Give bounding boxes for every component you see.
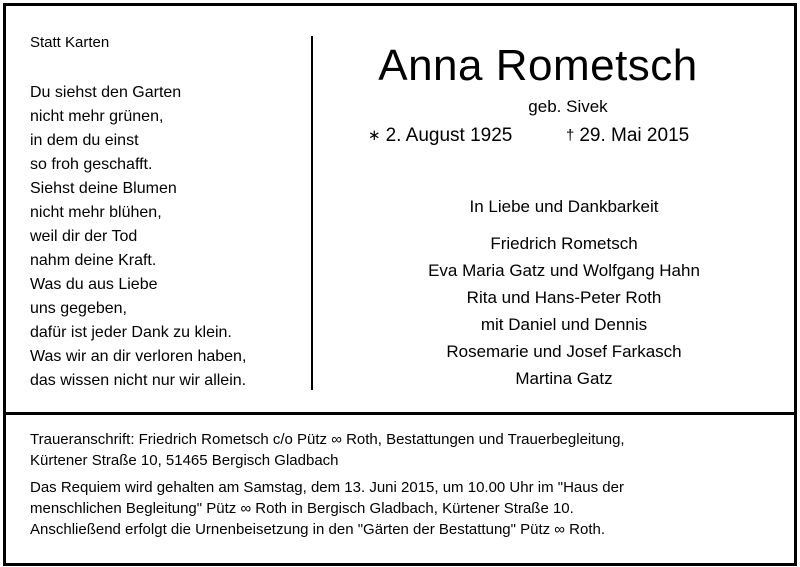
death-date-group <box>566 122 689 151</box>
poem-line: so froh geschafft. <box>30 156 153 173</box>
footer-section <box>30 429 770 540</box>
mourning-address <box>30 429 770 471</box>
deceased-section <box>318 40 758 392</box>
life-dates <box>318 122 758 150</box>
requiem-line: Das Requiem wird gehalten am Samstag, dem 13. Juni 2015, um 10.00 Uhr im "Haus der <box>30 479 624 496</box>
horizontal-divider <box>6 412 794 415</box>
birth-name: geb. Sivek <box>528 97 608 116</box>
death-cross-icon: † <box>566 127 575 144</box>
poem-line: das wissen nicht nur wir allein. <box>30 372 247 389</box>
poem-line: Du siehst den Garten <box>30 84 182 101</box>
mourner-name: Martina Gatz <box>515 369 613 388</box>
address-line: Kürtener Straße 10, 51465 Bergisch Gladbach <box>30 452 339 469</box>
birth-date-group <box>368 122 512 151</box>
poem-line: nahm deine Kraft. <box>30 252 157 269</box>
deceased-name: Anna Rometsch <box>378 41 698 90</box>
mourner-name: Friedrich Rometsch <box>490 234 638 253</box>
poem-verse <box>30 81 300 393</box>
vertical-divider <box>311 36 313 390</box>
birth-star-icon: ∗ <box>368 127 381 144</box>
poem-line: in dem du einst <box>30 132 139 149</box>
requiem-info <box>30 477 770 540</box>
mourners-intro: In Liebe und Dankbarkeit <box>469 197 659 216</box>
requiem-line: menschlichen Begleitung" Pütz ∞ Roth in Bergisch Gladbach, Kürtener Straße 10. <box>30 500 574 517</box>
requiem-line: Anschließend erfolgt die Urnenbeisetzung in den "Gärten der Bestattung" Pütz ∞ Roth. <box>30 521 606 538</box>
poem-line: weil dir der Tod <box>30 228 138 245</box>
mourner-name: Rita und Hans-Peter Roth <box>466 288 662 307</box>
statt-karten-label: Statt Karten <box>30 34 110 51</box>
poem-line: uns gegeben, <box>30 300 127 317</box>
poem-line: nicht mehr blühen, <box>30 204 162 221</box>
poem-line: dafür ist jeder Dank zu klein. <box>30 324 232 341</box>
poem-line: Was du aus Liebe <box>30 276 158 293</box>
mourner-name: Eva Maria Gatz und Wolfgang Hahn <box>428 261 700 280</box>
poem-line: Was wir an dir verloren haben, <box>30 348 247 365</box>
mourner-name: mit Daniel und Dennis <box>480 315 648 334</box>
poem-line: Siehst deine Blumen <box>30 180 177 197</box>
address-line: Traueranschrift: Friedrich Rometsch c/o Pütz ∞ Roth, Bestattungen und Trauerbegleitung, <box>30 431 625 448</box>
poem-line: nicht mehr grünen, <box>30 108 164 125</box>
mourner-name: Rosemarie und Josef Farkasch <box>446 342 682 361</box>
poem-section <box>30 33 300 393</box>
death-date: 29. Mai 2015 <box>579 125 690 146</box>
birth-date: 2. August 1925 <box>385 125 513 146</box>
mourners-list <box>318 230 758 392</box>
